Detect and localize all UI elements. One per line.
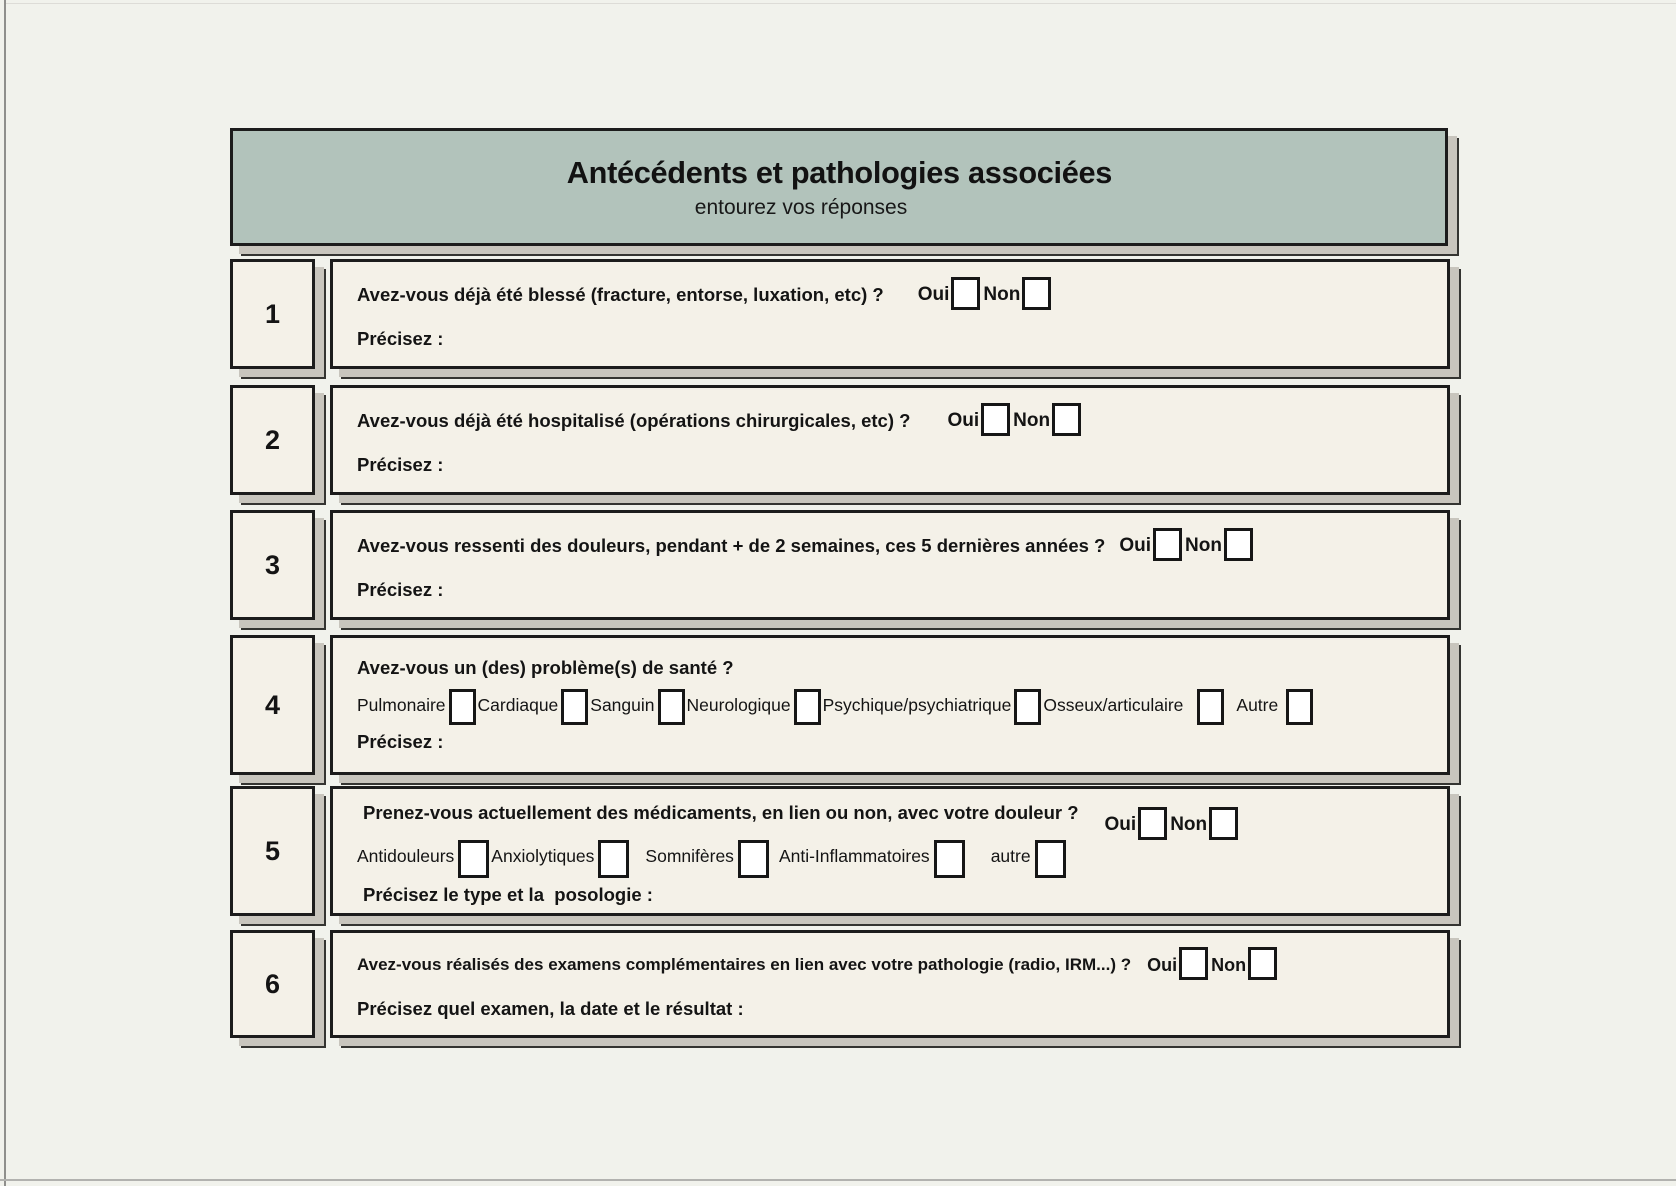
question-5-yes-no-group — [1105, 809, 1239, 842]
option-sanguin-label: Sanguin — [590, 694, 655, 715]
question-6-content-box — [330, 930, 1450, 1038]
option-cardiaque-label: Cardiaque — [477, 694, 559, 715]
question-6-number-box — [230, 930, 315, 1038]
page-left-edge — [4, 0, 6, 1186]
question-3-no-checkbox[interactable] — [1224, 528, 1253, 561]
question-4-precisez-line — [357, 731, 1433, 753]
option-anti-inflammatoires-label: Anti-Inflammatoires — [778, 846, 930, 866]
question-1-number: 1 — [264, 298, 281, 329]
precisez-label: Précisez : — [357, 453, 444, 475]
question-2-text: Avez-vous déjà été hospitalisé (opérations chirurgicales, etc) ? — [357, 410, 911, 431]
option-antidouleurs-label: Antidouleurs — [357, 846, 455, 866]
question-4-number-box — [230, 635, 315, 775]
question-2-number: 2 — [264, 424, 281, 455]
option-anti-inflammatoires-checkbox[interactable] — [934, 840, 965, 878]
question-3-yes-no-group — [1119, 530, 1253, 563]
question-1-yes-no-group — [918, 279, 1052, 312]
precisez-label: Précisez : — [357, 578, 444, 600]
question-5-text: Prenez-vous actuellement des médicaments, en lien ou non, avec votre douleur ? — [363, 802, 1079, 823]
question-5-content-box — [330, 786, 1450, 916]
question-2-line — [357, 405, 1433, 438]
question-3-yes-checkbox[interactable] — [1153, 528, 1182, 561]
option-somniferes-label: Somnifères — [645, 846, 734, 866]
question-row-2 — [230, 385, 1450, 495]
yes-label: Oui — [1119, 535, 1152, 556]
question-row-3 — [230, 510, 1450, 620]
question-2-number-box — [230, 385, 315, 495]
question-3-line — [357, 530, 1433, 563]
page-top-edge — [6, 3, 1676, 4]
question-3-text: Avez-vous ressenti des douleurs, pendant + de 2 semaines, ces 5 dernières années ? — [357, 535, 1106, 556]
question-6-line — [357, 949, 1433, 982]
yes-label: Oui — [1147, 954, 1178, 975]
option-sanguin-checkbox[interactable] — [658, 689, 685, 725]
question-2-no-checkbox[interactable] — [1052, 403, 1081, 436]
question-5-yes-checkbox[interactable] — [1138, 807, 1167, 840]
precisez-label: Précisez : — [357, 327, 444, 349]
page-bottom-edge — [0, 1179, 1676, 1181]
question-6-precisez-line — [357, 998, 1433, 1020]
question-3-number-box — [230, 510, 315, 620]
precisez-label: Précisez : — [357, 731, 444, 752]
option-somniferes-checkbox[interactable] — [738, 840, 769, 878]
option-neurologique-checkbox[interactable] — [794, 689, 821, 725]
question-6-text: Avez-vous réalisés des examens complémentaires en lien avec votre pathologie (radio, IRM...) ? — [357, 955, 1132, 974]
question-5-line — [357, 797, 1433, 835]
option-neurologique-label: Neurologique — [686, 694, 791, 715]
question-5-options-line — [357, 838, 1433, 876]
option-psychique-checkbox[interactable] — [1014, 689, 1041, 725]
yes-label: Oui — [1104, 814, 1137, 835]
no-label: Non — [983, 284, 1021, 305]
option-autre-checkbox[interactable] — [1286, 689, 1313, 725]
no-label: Non — [1185, 535, 1222, 556]
option-pulmonaire-label: Pulmonaire — [357, 694, 446, 715]
yes-label: Oui — [947, 410, 980, 431]
option-anxiolytiques-checkbox[interactable] — [598, 840, 629, 878]
option-anxiolytiques-label: Anxiolytiques — [491, 846, 595, 866]
question-4-options-line — [357, 687, 1433, 723]
form-subtitle: entourez vos réponses — [694, 195, 908, 219]
question-4-number: 4 — [264, 689, 281, 720]
precisez-label: Précisez quel examen, la date et le résultat : — [357, 997, 744, 1019]
option-autre-medicament-label: autre — [990, 846, 1031, 866]
question-5-no-checkbox[interactable] — [1209, 807, 1238, 840]
question-5-number: 5 — [264, 835, 281, 866]
question-1-yes-checkbox[interactable] — [951, 277, 980, 310]
form-title: Antécédents et pathologies associées — [566, 154, 1112, 190]
question-4-text: Avez-vous un (des) problème(s) de santé ? — [357, 657, 734, 678]
question-row-5 — [230, 786, 1450, 916]
question-3-precisez-line — [357, 579, 1433, 601]
question-4-line — [357, 657, 1433, 679]
option-antidouleurs-checkbox[interactable] — [458, 840, 489, 878]
question-row-4 — [230, 635, 1450, 775]
form-header — [230, 128, 1448, 246]
question-2-yes-checkbox[interactable] — [981, 403, 1010, 436]
question-3-number: 3 — [264, 549, 281, 580]
question-3-content-box — [330, 510, 1450, 620]
option-psychique-label: Psychique/psychiatrique — [822, 694, 1012, 715]
question-6-number: 6 — [264, 968, 281, 999]
yes-label: Oui — [917, 284, 950, 305]
question-4-content-box — [330, 635, 1450, 775]
no-label: Non — [1211, 954, 1247, 975]
no-label: Non — [1170, 814, 1208, 835]
option-pulmonaire-checkbox[interactable] — [449, 689, 476, 725]
question-5-precisez-line — [357, 884, 1433, 906]
question-6-yes-no-group — [1147, 949, 1277, 982]
question-1-content-box — [330, 259, 1450, 369]
option-osseux-label: Osseux/articulaire — [1043, 694, 1184, 715]
question-2-content-box — [330, 385, 1450, 495]
option-autre-medicament-checkbox[interactable] — [1035, 840, 1066, 878]
question-2-precisez-line — [357, 454, 1433, 476]
option-cardiaque-checkbox[interactable] — [561, 689, 588, 725]
question-5-number-box — [230, 786, 315, 916]
question-6-no-checkbox[interactable] — [1248, 947, 1277, 980]
question-row-6 — [230, 930, 1450, 1038]
question-1-no-checkbox[interactable] — [1022, 277, 1051, 310]
precisez-label: Précisez le type et la posologie : — [363, 883, 653, 905]
no-label: Non — [1013, 410, 1051, 431]
question-6-yes-checkbox[interactable] — [1179, 947, 1208, 980]
question-1-line — [357, 279, 1433, 312]
option-osseux-checkbox[interactable] — [1197, 689, 1224, 725]
option-autre-label: Autre — [1236, 694, 1279, 715]
question-2-yes-no-group — [947, 405, 1081, 438]
question-1-precisez-line — [357, 328, 1433, 350]
question-1-number-box — [230, 259, 315, 369]
question-1-text: Avez-vous déjà été blessé (fracture, entorse, luxation, etc) ? — [357, 284, 884, 305]
question-row-1 — [230, 259, 1450, 369]
